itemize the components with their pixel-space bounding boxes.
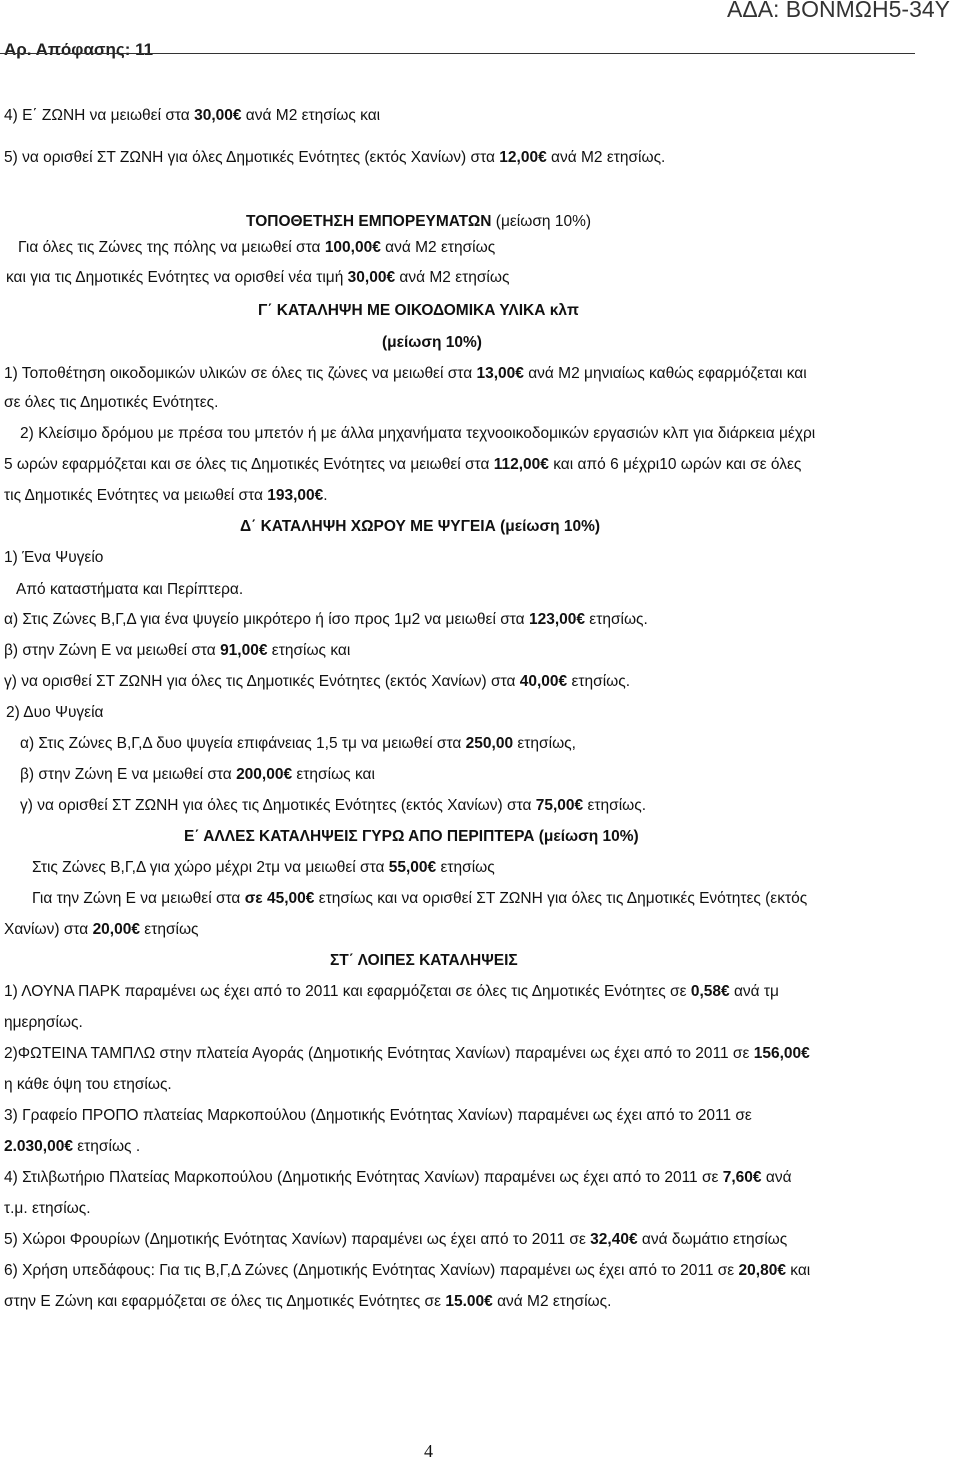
line-fridge-a: α) Στις Ζώνες Β,Γ,Δ για ένα ψυγείο μικρότερο ή ίσο προς 1μ2 να μειωθεί στα 123,00€ ετησίως. [4, 611, 648, 628]
line-all-units: σε όλες τις Δημοτικές Ενότητες. [4, 394, 219, 411]
line-kiosk-zone-e: Για την Ζώνη Ε να μειωθεί στα σε 45,00€ ετησίως και να ορισθεί ΣΤ ΖΩΝΗ για όλες τις Δημοτικές Ενότητες (εκτός [32, 890, 808, 907]
line-shoeshine-unit: τ.μ. ετησίως. [4, 1200, 91, 1217]
line-municipal-units: και για τις Δημοτικές Ενότητες να ορισθεί νέα τιμή 30,00€ ανά Μ2 ετησίως [6, 269, 510, 286]
line-two-fridges: 2) Δυο Ψυγεία [6, 704, 104, 721]
decision-number: Αρ. Απόφασης: 11 [4, 40, 154, 59]
page-number: 4 [424, 1441, 433, 1461]
line-zone-st: 5) να ορισθεί ΣΤ ΖΩΝΗ για όλες Δημοτικές Ενότητες (εκτός Χανίων) στα 12,00€ ανά Μ2 ετησίως. [4, 149, 666, 166]
line-fortress: 5) Χώροι Φρουρίων (Δημοτικής Ενότητας Χανίων) παραμένει ως έχει από το 2011 σε 32,40€ ανά δωμάτιο ετησίως [4, 1231, 788, 1248]
line-building-materials: 1) Τοποθέτηση οικοδομικών υλικών σε όλες τις ζώνες να μειωθεί στα 13,00€ ανά Μ2 μηνιαίως καθώς εφαρμόζεται και [4, 365, 807, 382]
line-road-closure-hours: 5 ωρών εφαρμόζεται και σε όλες τις Δημοτικές Ενότητες να μειωθεί στα 112,00€ και από 6 μέχρι10 ωρών και σε όλες [4, 456, 802, 473]
line-road-closure: 2) Κλείσιμο δρόμου με πρέσα του μπετόν ή με άλλα μηχανήματα τεχνοοικοδομικών εργασιών κλπ για διάρκεια μέχρι [20, 425, 816, 442]
section-heading-d: Δ΄ ΚΑΤΑΛΗΨΗ ΧΩΡΟΥ ΜΕ ΨΥΓΕΙΑ (μείωση 10%) [240, 518, 601, 535]
line-city-zones: Για όλες τις Ζώνες της πόλης να μειωθεί στα 100,00€ ανά Μ2 ετησίως [18, 239, 496, 256]
line-light-boards: 2)ΦΩΤΕΙΝΑ ΤΑΜΠΛΩ στην πλατεία Αγοράς (Δημοτικής Ενότητας Χανίων) παραμένει ως έχει από το 2011 σε 156,00€ [4, 1045, 810, 1062]
line-one-fridge: 1) Ένα Ψυγείο [4, 549, 104, 566]
line-kiosk-space: Στις Ζώνες Β,Γ,Δ για χώρο μέχρι 2τμ να μειωθεί στα 55,00€ ετησίως [32, 859, 495, 876]
section-heading-g-reduction: (μείωση 10%) [382, 334, 482, 351]
section-heading-g: Γ΄ ΚΑΤΑΛΗΨΗ ΜΕ ΟΙΚΟΔΟΜΙΚΑ ΥΛΙΚΑ κλπ [258, 302, 579, 319]
line-propo-price: 2.030,00€ ετησίως . [4, 1138, 141, 1155]
line-underground-zone-e: στην Ε Ζώνη και εφαρμόζεται σε όλες τις Δημοτικές Ενότητες σε 15.00€ ανά Μ2 ετησίως. [4, 1293, 612, 1310]
line-kiosk-chania: Χανίων) στα 20,00€ ετησίως [4, 921, 199, 938]
line-fridge-c: γ) να ορισθεί ΣΤ ΖΩΝΗ για όλες τις Δημοτικές Ενότητες (εκτός Χανίων) στα 40,00€ ετησίως. [4, 673, 631, 690]
line-underground: 6) Χρήση υπεδάφους: Για τις Β,Γ,Δ Ζώνες (Δημοτικής Ενότητας Χανίων) παραμένει ως έχει από το 2011 σε 20,80€ και [4, 1262, 811, 1279]
line-shoeshine: 4) Στιλβωτήριο Πλατείας Μαρκοπούλου (Δημοτικής Ενότητας Χανίων) παραμένει ως έχει από το 2011 σε 7,60€ ανά [4, 1169, 792, 1186]
line-road-closure-price: τις Δημοτικές Ενότητες να μειωθεί στα 193,00€. [4, 487, 328, 504]
line-zone-e: 4) Ε΄ ΖΩΝΗ να μειωθεί στα 30,00€ ανά Μ2 ετησίως και [4, 107, 381, 124]
line-two-fridges-c: γ) να ορισθεί ΣΤ ΖΩΝΗ για όλες τις Δημοτικές Ενότητες (εκτός Χανίων) στα 75,00€ ετησίως. [20, 797, 647, 814]
header-rule [0, 53, 915, 54]
line-shops-kiosks: Από καταστήματα και Περίπτερα. [16, 581, 244, 598]
line-light-boards-side: η κάθε όψη του ετησίως. [4, 1076, 172, 1093]
line-luna-park: 1) ΛΟΥΝΑ ΠΑΡΚ παραμένει ως έχει από το 2011 και εφαρμόζεται σε όλες τις Δημοτικές Ενότητες σε 0,58€ ανά τμ [4, 983, 779, 1000]
line-fridge-b: β) στην Ζώνη Ε να μειωθεί στα 91,00€ ετησίως και [4, 642, 351, 659]
section-heading-st: ΣΤ΄ ΛΟΙΠΕΣ ΚΑΤΑΛΗΨΕΙΣ [330, 952, 518, 969]
line-propo-office: 3) Γραφείο ΠΡΟΠΟ πλατείας Μαρκοπούλου (Δημοτικής Ενότητας Χανίων) παραμένει ως έχει από το 2011 σε [4, 1107, 752, 1124]
section-heading-e: Ε΄ ΑΛΛΕΣ ΚΑΤΑΛΗΨΕΙΣ ΓΥΡΩ ΑΠΟ ΠΕΡΙΠΤΕΡΑ (μείωση 10%) [184, 828, 639, 845]
line-two-fridges-a: α) Στις Ζώνες Β,Γ,Δ δυο ψυγεία επιφάνειας 1,5 τμ να μειωθεί στα 250,00 ετησίως, [20, 735, 576, 752]
line-two-fridges-b: β) στην Ζώνη Ε να μειωθεί στα 200,00€ ετησίως και [20, 766, 375, 783]
ada-code: ΑΔΑ: ΒΟΝΜΩΗ5-34Υ [726, 0, 950, 22]
section-heading-topothetisi: ΤΟΠΟΘΕΤΗΣΗ ΕΜΠΟΡΕΥΜΑΤΩΝ (μείωση 10%) [246, 213, 592, 230]
line-luna-park-daily: ημερησίως. [4, 1014, 83, 1031]
